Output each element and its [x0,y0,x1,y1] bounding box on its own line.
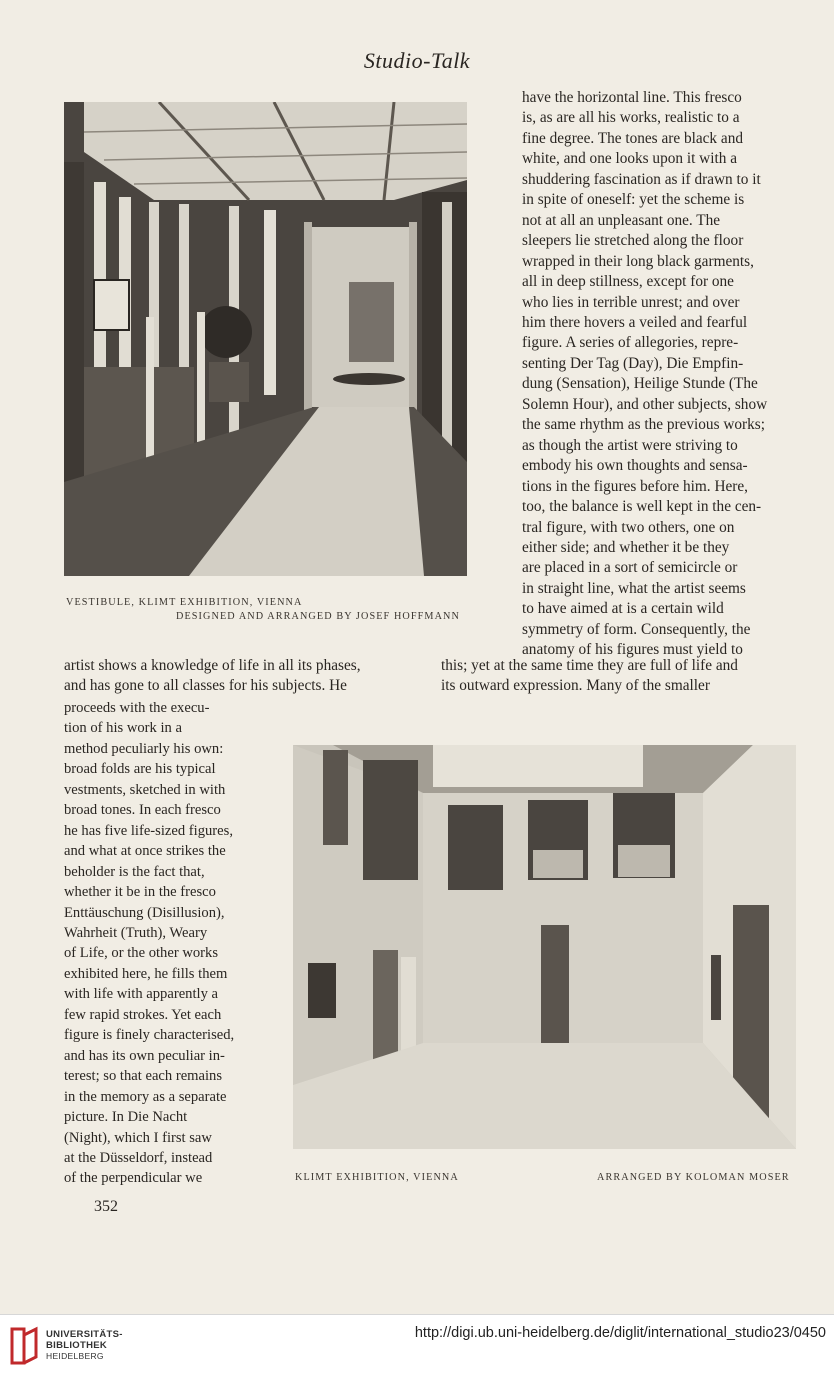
text-line: picture. In Die Nacht [64,1109,188,1126]
vestibule-caption-line2: DESIGNED AND ARRANGED BY JOSEF HOFFMANN [176,611,460,622]
text-line: in spite of oneself: yet the scheme is [522,191,745,209]
text-line: figure. A series of allegories, repre- [522,334,739,352]
text-line: fine degree. The tones are black and [522,129,743,147]
text-line: is, as are all his works, realistic to a [522,109,740,127]
left-wide-text [64,656,432,697]
text-line: figure is finely characterised, [64,1027,235,1044]
source-url-link[interactable]: http://digi.ub.uni-heidelberg.de/diglit/international_studio23/0450 [414,1325,826,1341]
text-line: and has its own peculiar in- [64,1047,225,1064]
vestibule-caption-line1: VESTIBULE, KLIMT EXHIBITION, VIENNA [66,597,303,608]
text-line: have the horizontal line. This fresco [522,89,742,106]
text-line: and what at once strikes the [64,843,226,860]
text-line: its outward expression. Many of the smaller [441,677,710,695]
text-line: whether it be in the fresco [64,884,216,901]
vestibule-photo [64,102,467,576]
left-column-text [64,698,254,1189]
library-logo-icon [8,1325,40,1367]
text-line: terest; so that each remains [64,1068,223,1085]
text-line: to have aimed at is a certain wild [522,600,724,618]
text-line: this; yet at the same time they are full of life and [441,657,738,674]
text-line: him there hovers a veiled and fearful [522,313,748,331]
text-line: of Life, or the other works [64,945,218,962]
text-line: not at all an unpleasant one. The [522,211,721,229]
text-line: white, and one looks upon it with a [522,150,737,168]
text-line: dung (Sensation), Heilige Stunde (The [522,375,758,393]
gallery-caption-right: ARRANGED BY KOLOMAN MOSER [597,1172,790,1183]
text-line: symmetry of form. Consequently, the [522,620,751,638]
text-line: broad tones. In each fresco [64,802,221,819]
text-line: tion of his work in a [64,720,182,737]
gallery-photo [293,745,796,1149]
gallery-caption-left: KLIMT EXHIBITION, VIENNA [295,1172,459,1183]
text-line: Enttäuschung (Disillusion), [64,904,225,921]
text-line: tral figure, with two others, one on [522,518,735,536]
right-column-text [522,88,797,661]
logo-line: BIBLIOTHEK [46,1340,108,1351]
text-line: Wahrheit (Truth), Weary [64,924,208,941]
text-line: tions in the figures before him. Here, [522,477,748,495]
text-line: vestments, sketched in with [64,781,226,798]
text-line: of the perpendicular we [64,1170,203,1187]
logo-line: UNIVERSITÄTS- [46,1329,123,1340]
text-line: he has five life-sized figures, [64,822,233,839]
text-line: shuddering fascination as if drawn to it [522,170,761,188]
text-line: as though the artist were striving to [522,436,738,454]
text-line: and has gone to all classes for his subjects. He [64,677,347,695]
library-logo-text [46,1329,123,1362]
text-line: embody his own thoughts and sensa- [522,457,748,475]
text-line: Solemn Hour), and other subjects, show [522,395,768,413]
text-line: who lies in terrible unrest; and over [522,293,740,311]
footer-bar [0,1314,834,1376]
text-line: beholder is the fact that, [64,863,205,880]
text-line: the same rhythm as the previous works; [522,416,766,434]
text-line: anatomy of his figures must yield to [522,641,743,659]
text-line: exhibited here, he fills them [64,965,228,982]
text-line: (Night), which I first saw [64,1129,212,1146]
text-line: senting Der Tag (Day), Die Empfin- [522,354,744,372]
text-line: are placed in a sort of semicircle or [522,559,738,577]
text-line: wrapped in their long black garments, [522,252,754,270]
text-line: few rapid strokes. Yet each [64,1006,222,1023]
text-line: either side; and whether it be they [522,538,730,556]
text-line: proceeds with the execu- [64,700,210,716]
text-line: sleepers lie stretched along the floor [522,232,744,250]
text-line: at the Düsseldorf, instead [64,1149,213,1166]
text-line: broad folds are his typical [64,761,216,778]
page-number: 352 [94,1198,118,1215]
text-line: in the memory as a separate [64,1088,227,1105]
logo-line: HEIDELBERG [46,1351,104,1361]
right-wide-text [441,656,797,697]
text-line: method peculiarly his own: [64,740,224,757]
running-head: Studio-Talk [363,48,471,73]
text-line: in straight line, what the artist seems [522,579,746,597]
text-line: with life with apparently a [64,986,218,1003]
text-line: artist shows a knowledge of life in all its phases, [64,657,361,674]
text-line: too, the balance is well kept in the cen- [522,498,762,516]
text-line: all in deep stillness, except for one [522,273,734,291]
